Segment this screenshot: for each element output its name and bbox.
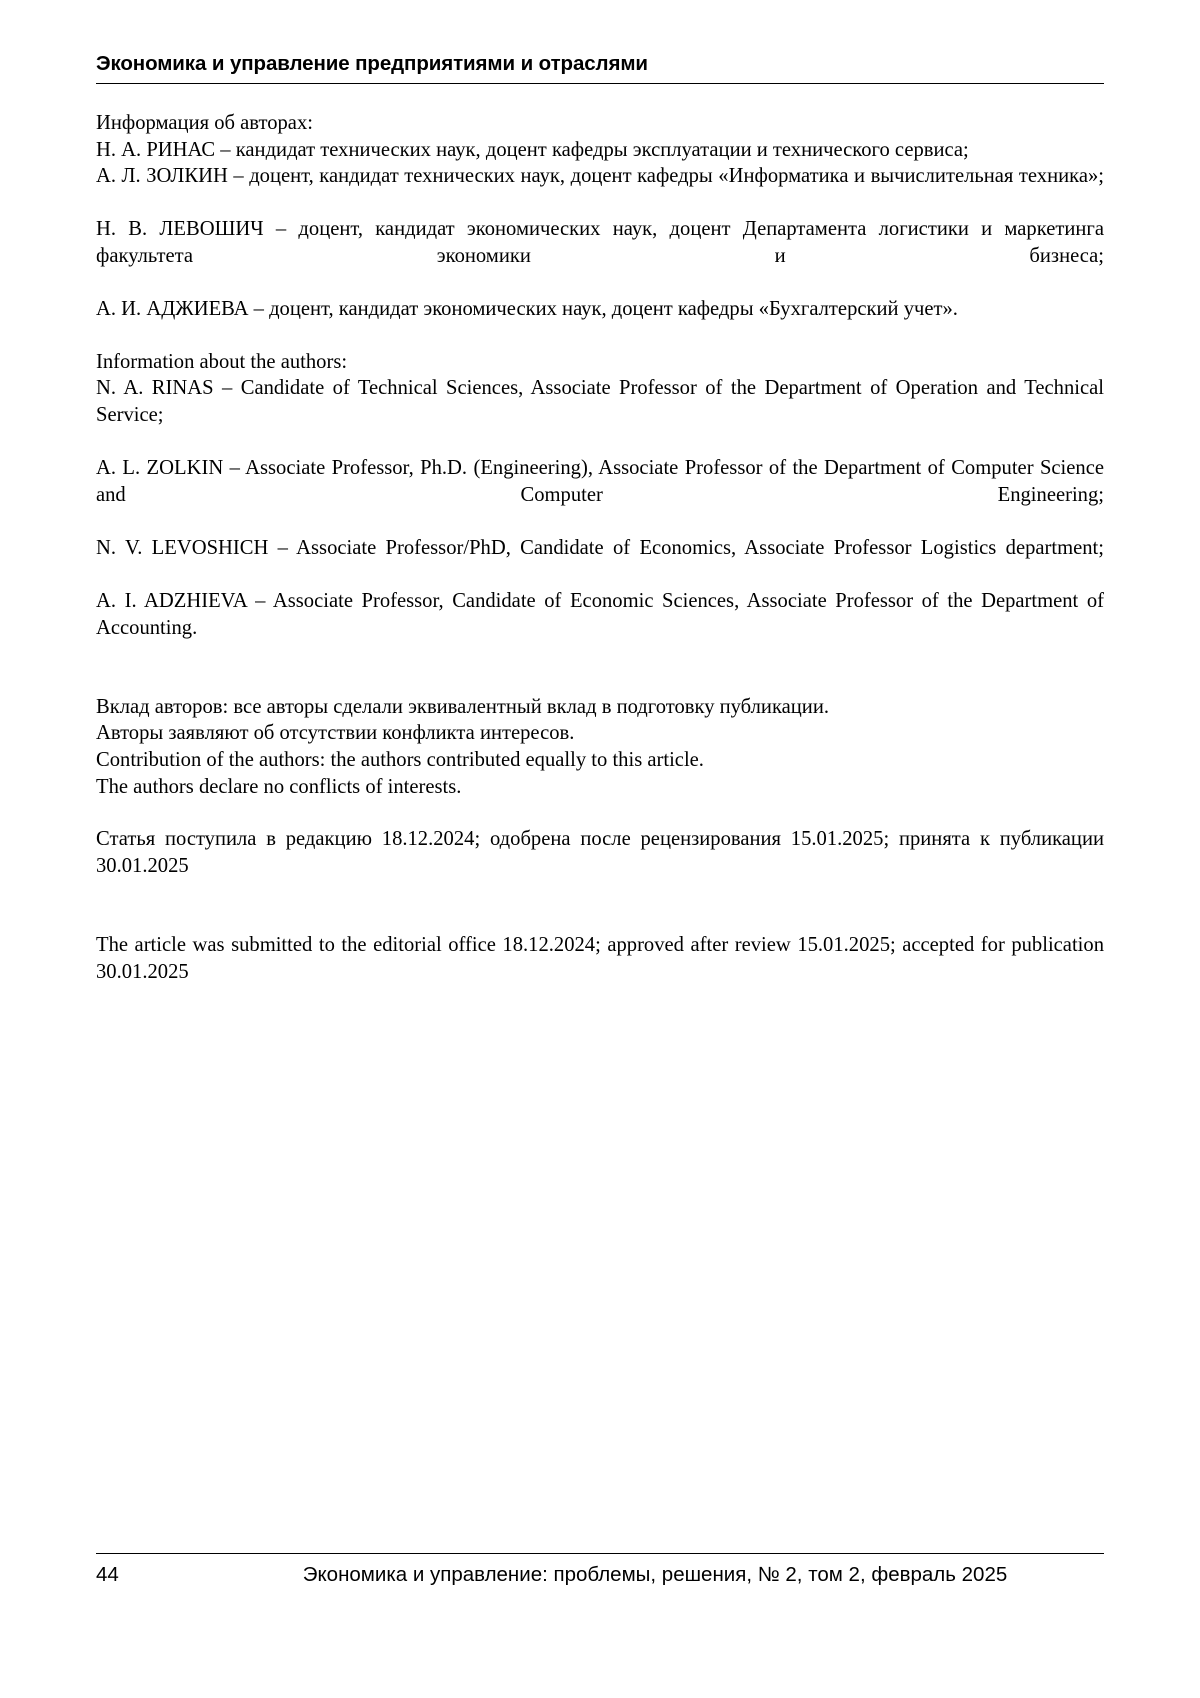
submission-dates-ru: Статья поступила в редакцию 18.12.2024; одобрена после рецензирования 15.01.2025; принята к публикации 30.01.2025 xyxy=(96,828,1104,877)
page-header xyxy=(96,52,1104,84)
author-ru-entry: А. И. АДЖИЕВА – доцент, кандидат экономических наук, доцент кафедры «Бухгалтерский учет». xyxy=(96,298,958,321)
page-footer xyxy=(96,1553,1104,1587)
author-ru-entry: А. Л. ЗОЛКИН – доцент, кандидат технических наук, доцент кафедры «Информатика и вычислительная техника»; xyxy=(96,165,1104,188)
authors-ru-heading: Информация об авторах: xyxy=(96,112,313,134)
author-en-entry: A. L. ZOLKIN – Associate Professor, Ph.D. (Engineering), Associate Professor of the Department of Computer Science and Computer Engineering; xyxy=(96,457,1104,506)
submission-dates-en: The article was submitted to the editorial office 18.12.2024; approved after review 15.01.2025; accepted for publication 30.01.2025 xyxy=(96,934,1104,983)
spacer xyxy=(96,323,1104,349)
authors-en-heading: Information about the authors: xyxy=(96,350,348,373)
author-ru-entry: Н. А. РИНАС – кандидат технических наук, доцент кафедры эксплуатации и технического сервиса; xyxy=(96,138,969,161)
contribution-en: Contribution of the authors: the authors contributed equally to this article. xyxy=(96,749,704,772)
footer-rule xyxy=(96,1553,1104,1554)
page-number: 44 xyxy=(96,1563,119,1586)
spacer xyxy=(96,906,1104,932)
spacer xyxy=(96,800,1104,826)
author-en-entry: N. A. RINAS – Candidate of Technical Sciences, Associate Professor of the Department of Operation and Technical Service; xyxy=(96,377,1104,426)
contribution-section xyxy=(96,694,1104,800)
author-en-entry: N. V. LEVOSHICH – Associate Professor/PhD, Candidate of Economics, Associate Professor Logistics department; xyxy=(96,536,1104,559)
journal-citation: Экономика и управление: проблемы, решения, № 2, том 2, февраль 2025 xyxy=(302,1563,1008,1586)
author-en-entry: A. I. ADZHIEVA – Associate Professor, Candidate of Economic Sciences, Associate Professor of the Department of Accounting. xyxy=(96,590,1104,639)
conflict-en: The authors declare no conflicts of interests. xyxy=(96,775,462,798)
authors-ru-section xyxy=(96,110,1104,323)
header-rule xyxy=(96,83,1104,84)
page-body xyxy=(96,110,1104,1012)
conflict-ru: Авторы заявляют об отсутствии конфликта интересов. xyxy=(96,722,575,745)
running-title: Экономика и управление предприятиями и отраслями xyxy=(96,52,648,75)
contribution-ru: Вклад авторов: все авторы сделали эквивалентный вклад в подготовку публикации. xyxy=(96,695,829,718)
footer-row xyxy=(96,1563,1104,1587)
authors-en-section xyxy=(96,349,1104,668)
spacer xyxy=(96,668,1104,694)
author-ru-entry: Н. В. ЛЕВОШИЧ – доцент, кандидат экономических наук, доцент Департамента логистики и маркетинга факультета экономики и бизнеса; xyxy=(96,218,1104,267)
